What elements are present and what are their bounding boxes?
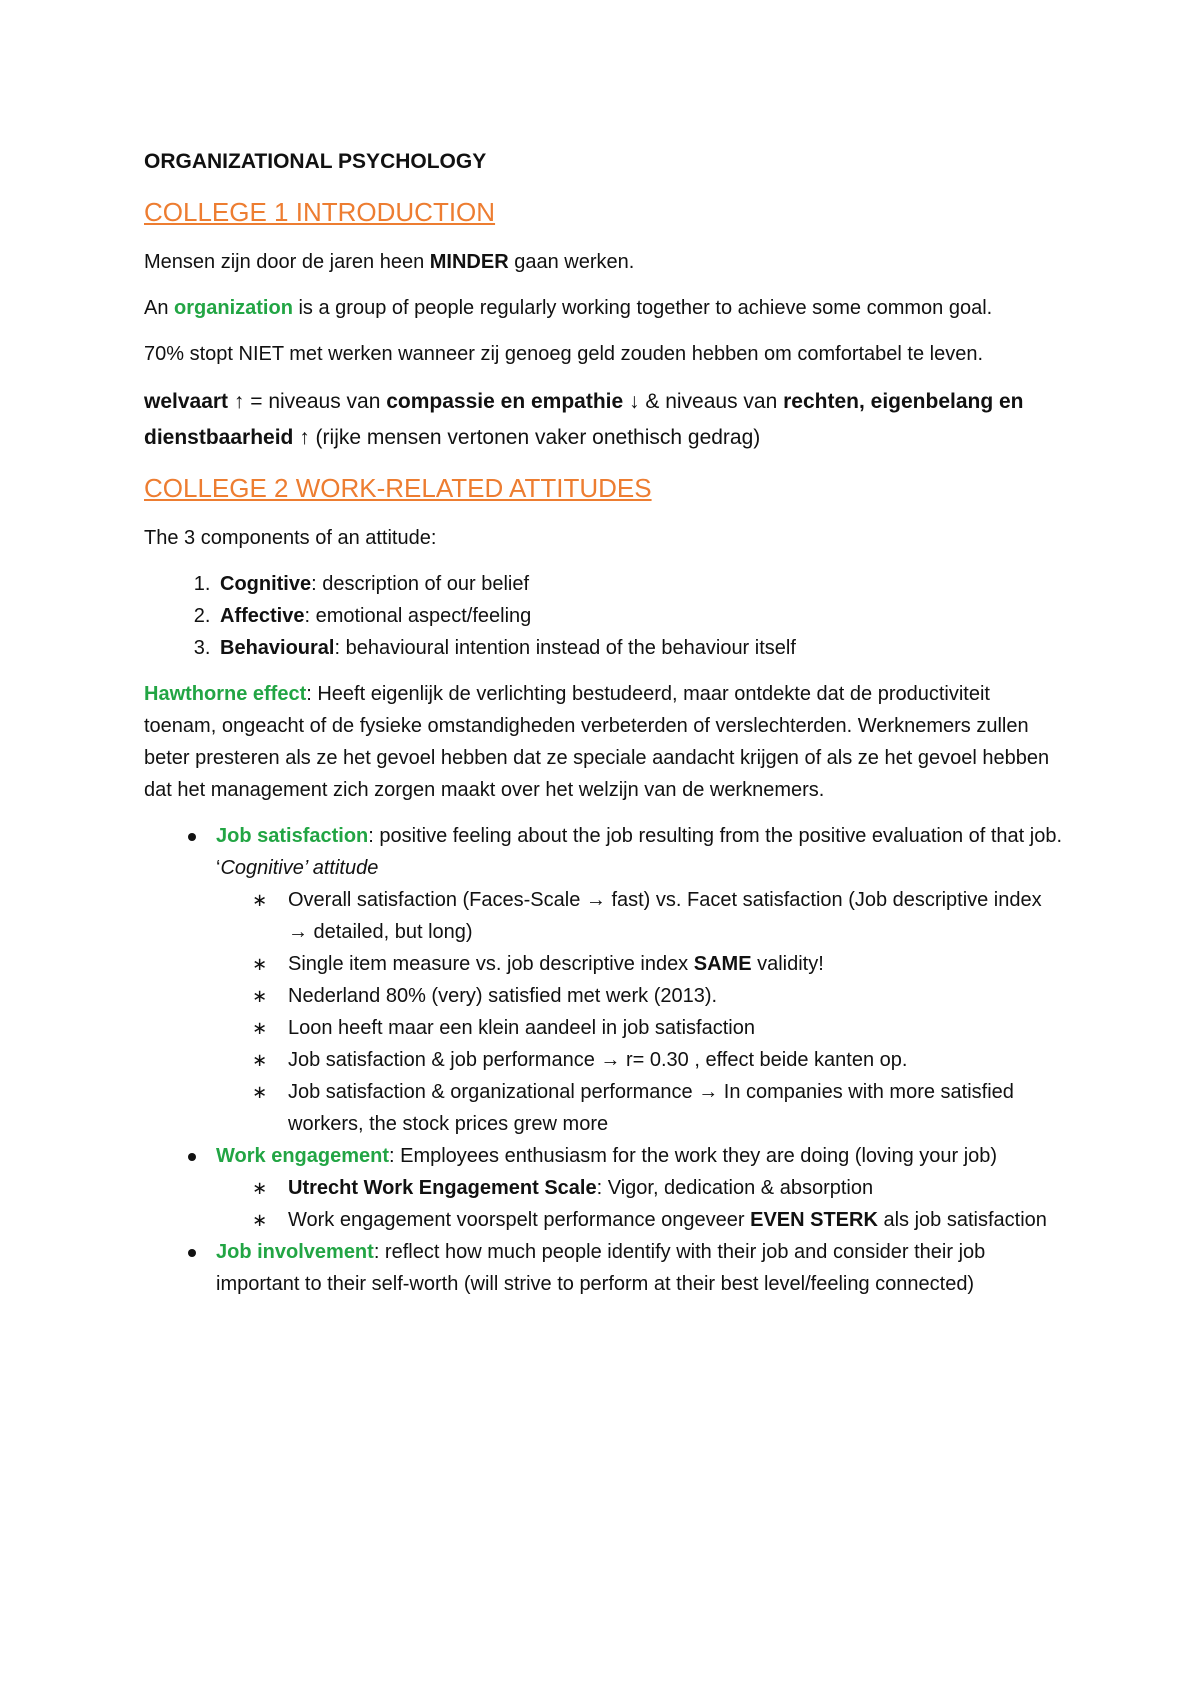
text: : Vigor, dedication & absorption [596, 1177, 874, 1199]
term-job-involvement: Job involvement [216, 1241, 374, 1263]
job-satisfaction-sublist [216, 884, 1064, 1140]
document-content [144, 146, 1064, 1300]
text: als job satisfaction [877, 1209, 1047, 1231]
list-item [216, 600, 1064, 632]
text: Loon heeft maar een klein aandeel in job satisfaction [288, 1017, 755, 1039]
text: In companies with more satisfied workers, the stock prices grew more [288, 1081, 1014, 1135]
asterisk-bullet-icon: ∗ [252, 986, 268, 1006]
term-organization: organization [174, 297, 293, 319]
list-item-work-engagement [216, 1140, 1064, 1236]
arrow-right-icon: → [288, 921, 308, 943]
text: Job satisfaction & organizational performance [288, 1081, 699, 1103]
text: An [144, 297, 175, 319]
components-list [144, 568, 1064, 664]
text: : description of our belief [311, 573, 530, 595]
text: Overall satisfaction (Faces-Scale [288, 889, 586, 911]
emphasis-even-sterk: EVEN STERK [750, 1209, 878, 1231]
term-welvaart: welvaart [144, 390, 229, 413]
italic-text: Cognitive’ attitude [220, 857, 379, 879]
asterisk-bullet-icon: ∗ [252, 954, 268, 974]
text: Mensen zijn door de jaren heen [144, 251, 430, 273]
term-rechten: rechten, eigenbelang en dienstbaarheid [144, 390, 1024, 449]
asterisk-bullet-icon: ∗ [252, 1178, 268, 1198]
text: : positive feeling about the job resulting from the positive evaluation of that job. ‘ [216, 825, 1063, 879]
text: Job satisfaction & job performance [288, 1049, 601, 1071]
document-title: ORGANIZATIONAL PSYCHOLOGY [144, 150, 487, 173]
term-work-engagement: Work engagement [216, 1145, 389, 1167]
components-intro: The 3 components of an attitude: [144, 527, 437, 549]
asterisk-bullet-icon: ∗ [252, 1082, 268, 1102]
asterisk-bullet-icon: ∗ [252, 1210, 268, 1230]
emphasis-minder: MINDER [429, 251, 509, 273]
asterisk-bullet-icon: ∗ [252, 1050, 268, 1070]
attitudes-list [144, 820, 1064, 1300]
list-item [252, 1076, 1064, 1140]
text: is a group of people regularly working together to achieve some common goal. [292, 297, 993, 319]
list-item [252, 948, 1064, 980]
term-behavioural: Behavioural [220, 637, 335, 659]
text: ↑ (rijke mensen vertonen vaker onethisch gedrag) [293, 426, 761, 449]
arrow-right-icon: → [698, 1081, 719, 1103]
term-job-satisfaction: Job satisfaction [216, 825, 369, 847]
paragraph-minder [144, 246, 1064, 278]
list-item [252, 1012, 1064, 1044]
term-cognitive: Cognitive [220, 573, 312, 595]
work-engagement-sublist [216, 1172, 1064, 1236]
text: Single item measure vs. job descriptive index [288, 953, 694, 975]
arrow-right-icon: → [585, 889, 606, 911]
list-item [252, 1204, 1064, 1236]
term-compassie: compassie en empathie [386, 390, 624, 413]
text: validity! [751, 953, 824, 975]
list-item [216, 568, 1064, 600]
list-item [252, 1172, 1064, 1204]
paragraph-hawthorne [144, 678, 1064, 806]
text: ↓ & niveaus van [623, 390, 784, 413]
list-item [252, 1044, 1064, 1076]
list-item [252, 980, 1064, 1012]
text: detailed, but long) [308, 921, 473, 943]
term-affective: Affective [220, 605, 305, 627]
text: : Heeft eigenlijk de verlichting bestudeerd, maar ontdekte dat de productiviteit toenam, ongeacht of de fysieke omstandigheden verbeterden of verslechterden. Werknemers zullen beter presteren als ze het gevoel hebben dat ze speciale aandacht krijgen of als ze het gevoel hebben dat het management zich zorgen maakt over het welzijn van de werknemers. [144, 683, 1050, 801]
list-item-job-satisfaction [216, 820, 1064, 1140]
asterisk-bullet-icon: ∗ [252, 1018, 268, 1038]
paragraph-70-percent: 70% stopt NIET met werken wanneer zij genoeg geld zouden hebben om comfortabel te leven. [144, 343, 984, 365]
text: : reflect how much people identify with their job and consider their job important to their self-worth (will strive to perform at their best level/feeling connected) [216, 1241, 986, 1295]
college-2-heading: COLLEGE 2 WORK-RELATED ATTITUDES [144, 473, 652, 503]
list-item-job-involvement [216, 1236, 1064, 1300]
text: gaan werken. [508, 251, 635, 273]
text: : Employees enthusiasm for the work they are doing (loving your job) [389, 1145, 998, 1167]
college-1-heading: COLLEGE 1 INTRODUCTION [144, 197, 496, 227]
term-utrecht-scale: Utrecht Work Engagement Scale [288, 1177, 597, 1199]
text: ↑ = niveaus van [228, 390, 387, 413]
term-hawthorne: Hawthorne effect [144, 683, 307, 705]
arrow-right-icon: → [600, 1049, 621, 1071]
asterisk-bullet-icon: ∗ [252, 890, 268, 910]
list-item [252, 884, 1064, 948]
paragraph-welvaart [144, 384, 1064, 456]
emphasis-same: SAME [693, 953, 752, 975]
text: Nederland 80% (very) satisfied met werk (2013). [288, 985, 718, 1007]
text: : emotional aspect/feeling [304, 605, 532, 627]
text: fast) vs. Facet satisfaction (Job descriptive index [605, 889, 1042, 911]
text: Work engagement voorspelt performance ongeveer [288, 1209, 751, 1231]
paragraph-organization [144, 292, 1064, 324]
list-item [216, 632, 1064, 664]
text: r= 0.30 , effect beide kanten op. [620, 1049, 908, 1071]
text: : behavioural intention instead of the behaviour itself [334, 637, 796, 659]
